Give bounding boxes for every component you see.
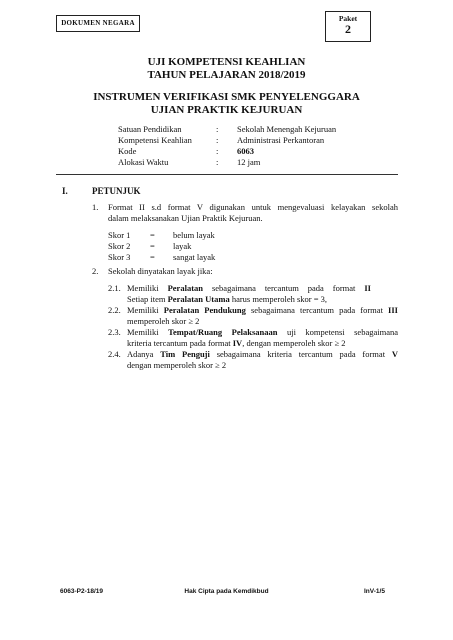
meta-colon: : [216, 135, 219, 145]
subitem-2-4-line-2: dengan memperoleh skor ≥ 2 [127, 360, 227, 370]
paket-number: 2 [345, 22, 351, 36]
score-desc: sangat layak [173, 252, 216, 262]
paket-label: Paket [338, 14, 358, 23]
subitem-number: 2.3. [108, 327, 121, 337]
item-2-text: Sekolah dinyatakan layak jika: [108, 266, 213, 276]
score-desc: belum layak [173, 230, 215, 240]
title-line-3: INSTRUMEN VERIFIKASI SMK PENYELENGGARA [93, 91, 360, 103]
meta-colon: : [216, 146, 219, 156]
meta-colon: : [216, 124, 219, 134]
score-equals: = [150, 241, 155, 251]
title-line-1: UJI KOMPETENSI KEAHLIAN [147, 56, 306, 68]
footer-copyright: Hak Cipta pada Kemdikbud [184, 588, 269, 595]
item-number: 1. [92, 202, 99, 212]
meta-value: 12 jam [237, 157, 261, 167]
subitem-2-4-line-1: Adanya Tim Penguji sebagaimana kriteria tercantum pada format V [127, 349, 399, 359]
score-equals: = [150, 230, 155, 240]
meta-value: Sekolah Menengah Kejuruan [237, 124, 337, 134]
section-number: I. [62, 186, 68, 196]
section-title: PETUNJUK [92, 186, 141, 196]
title-line-4: UJIAN PRAKTIK KEJURUAN [150, 104, 303, 116]
subitem-number: 2.4. [108, 349, 121, 359]
score-desc: layak [173, 241, 192, 251]
meta-value-code: 6063 [237, 146, 254, 156]
section-divider [56, 174, 398, 175]
subitem-number: 2.1. [108, 283, 121, 293]
score-label: Skor 2 [108, 241, 131, 251]
subitem-2-1-line-1: Memiliki Peralatan sebagaimana tercantum pada format II [127, 283, 371, 293]
title-line-2: TAHUN PELAJARAN 2018/2019 [147, 69, 306, 81]
subitem-2-3-line-2: kriteria tercantum pada format IV, dengan memperoleh skor ≥ 2 [127, 338, 346, 348]
paket-box [325, 11, 371, 42]
meta-value: Administrasi Perkantoran [237, 135, 325, 145]
meta-label: Satuan Pendidikan [118, 124, 182, 134]
meta-colon: : [216, 157, 219, 167]
subitem-2-2-line-1: Memiliki Peralatan Pendukung sebagaimana tercantum pada format III [127, 305, 398, 315]
subitem-number: 2.2. [108, 305, 121, 315]
score-equals: = [150, 252, 155, 262]
document-classification-label: DOKUMEN NEGARA [56, 15, 140, 32]
subitem-2-3-line-1: Memiliki Tempat/Ruang Pelaksanaan uji kompetensi sebagaimana [127, 327, 399, 337]
subitem-2-2-line-2: memperoleh skor ≥ 2 [127, 316, 200, 326]
footer-page-number: InV-1/5 [364, 588, 385, 595]
subitem-2-1-line-2: Setiap item Peralatan Utama harus memperoleh skor = 3, [127, 294, 328, 304]
footer-code: 6063-P2-18/19 [60, 588, 104, 595]
meta-label: Kompetensi Keahlian [118, 135, 192, 145]
item-1-line-2: dalam melaksanakan Ujian Praktik Kejuruan. [108, 213, 263, 223]
item-number: 2. [92, 266, 99, 276]
meta-label: Kode [118, 146, 137, 156]
meta-label: Alokasi Waktu [118, 157, 169, 167]
score-label: Skor 3 [108, 252, 131, 262]
item-1-line-1: Format II s.d format V digunakan untuk mengevaluasi kelayakan sekolah [108, 202, 398, 212]
score-label: Skor 1 [108, 230, 131, 240]
